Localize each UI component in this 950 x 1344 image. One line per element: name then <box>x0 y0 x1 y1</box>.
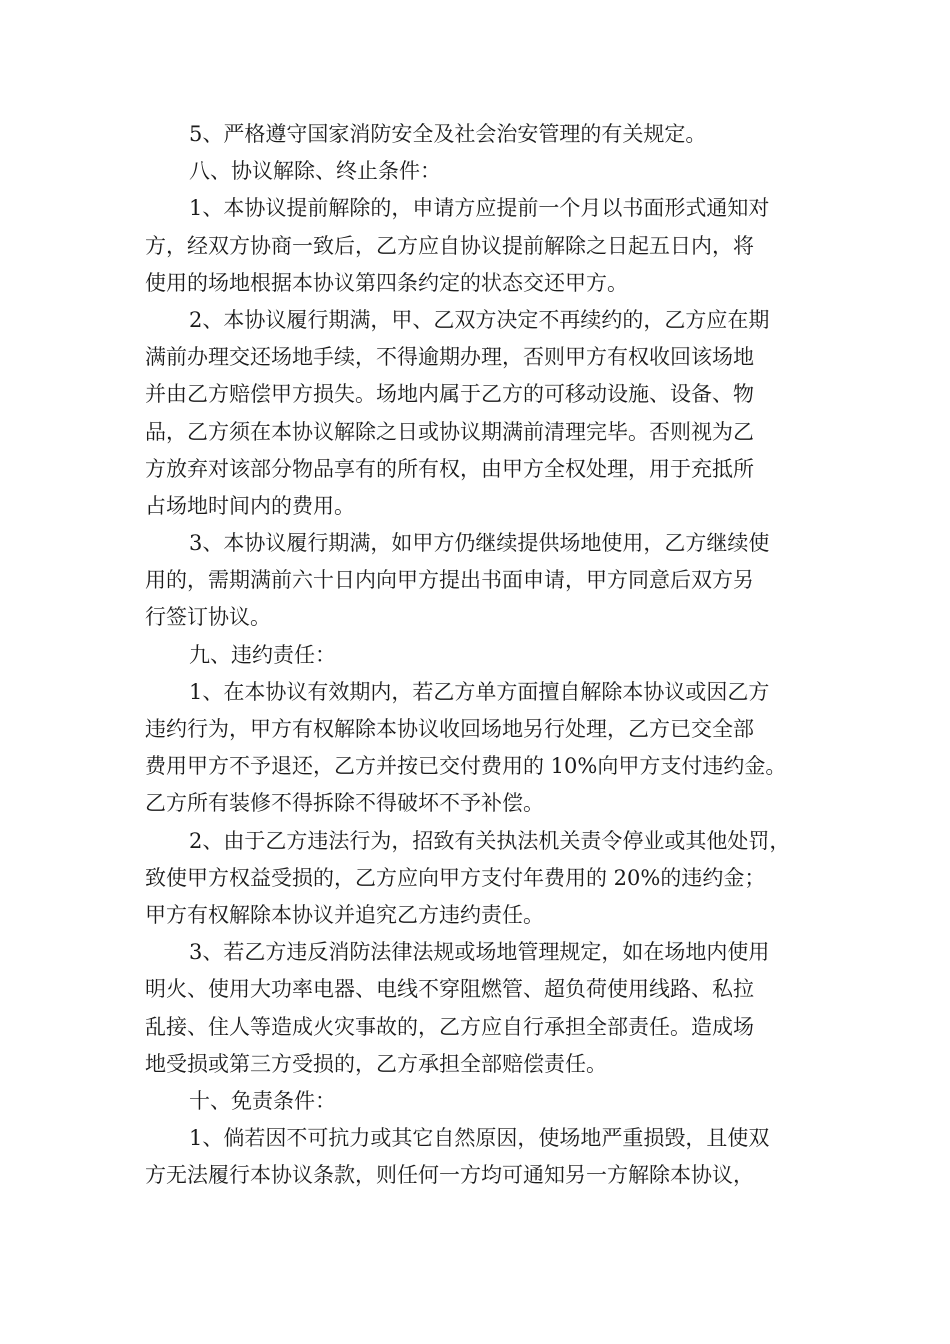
text-line: 品，乙方须在本协议解除之日或协议期满前清理完毕。否则视为乙 <box>145 419 754 444</box>
text-line: 占场地时间内的费用。 <box>145 493 355 518</box>
document-body <box>145 116 815 1194</box>
text-line: 1、倘若因不可抗力或其它自然原因，使场地严重损毁，且使双 <box>189 1126 770 1151</box>
text-line: 满前办理交还场地手续，不得逾期办理，否则甲方有权收回该场地 <box>145 345 754 370</box>
text-line: 1、在本协议有效期内，若乙方单方面擅自解除本协议或因乙方 <box>189 679 770 704</box>
text-line: 5、严格遵守国家消防安全及社会治安管理的有关规定。 <box>189 122 707 146</box>
text-line: 违约行为，甲方有权解除本协议收回场地另行处理，乙方已交全部 <box>145 717 754 741</box>
text-line: 1、本协议提前解除的，申请方应提前一个月以书面形式通知对 <box>189 196 770 221</box>
text-line: 费用甲方不予退还，乙方并按已交付费用的 10%向甲方支付违约金。 <box>145 754 787 779</box>
text-line: 3、本协议履行期满，如甲方仍继续提供场地使用，乙方继续使 <box>189 531 770 556</box>
text-line: 并由乙方赔偿甲方损失。场地内属于乙方的可移动设施、设备、物 <box>145 382 754 407</box>
text-line: 用的，需期满前六十日内向甲方提出书面申请，甲方同意后双方另 <box>145 568 754 593</box>
text-line: 使用的场地根据本协议第四条约定的状态交还甲方。 <box>145 270 628 295</box>
text-line: 十、免责条件： <box>189 1088 336 1113</box>
text-line: 九、违约责任： <box>189 642 336 667</box>
text-line: 甲方有权解除本协议并追究乙方违约责任。 <box>145 902 544 927</box>
text-line: 方，经双方协商一致后，乙方应自协议提前解除之日起五日内，将 <box>145 233 754 258</box>
text-line: 2、由于乙方违法行为，招致有关执法机关责令停业或其他处罚， <box>189 828 791 853</box>
text-line: 行签订协议。 <box>145 605 271 630</box>
text-line: 2、本协议履行期满，甲、乙双方决定不再续约的，乙方应在期 <box>189 307 770 332</box>
text-line: 八、协议解除、终止条件： <box>189 159 441 184</box>
text-line: 方放弃对该部分物品享有的所有权，由甲方全权处理，用于充抵所 <box>145 456 754 481</box>
text-line: 3、若乙方违反消防法律法规或场地管理规定，如在场地内使用 <box>189 940 770 965</box>
text-line: 明火、使用大功率电器、电线不穿阻燃管、超负荷使用线路、私拉 <box>145 977 754 1002</box>
text-line: 方无法履行本协议条款，则任何一方均可通知另一方解除本协议， <box>145 1163 754 1188</box>
text-line: 乱接、住人等造成火灾事故的，乙方应自行承担全部责任。造成场 <box>145 1014 754 1039</box>
text-line: 地受损或第三方受损的，乙方承担全部赔偿责任。 <box>145 1051 607 1076</box>
text-line: 乙方所有装修不得拆除不得破坏不予补偿。 <box>145 791 544 816</box>
text-line: 致使甲方权益受损的，乙方应向甲方支付年费用的 20%的违约金； <box>145 865 766 890</box>
